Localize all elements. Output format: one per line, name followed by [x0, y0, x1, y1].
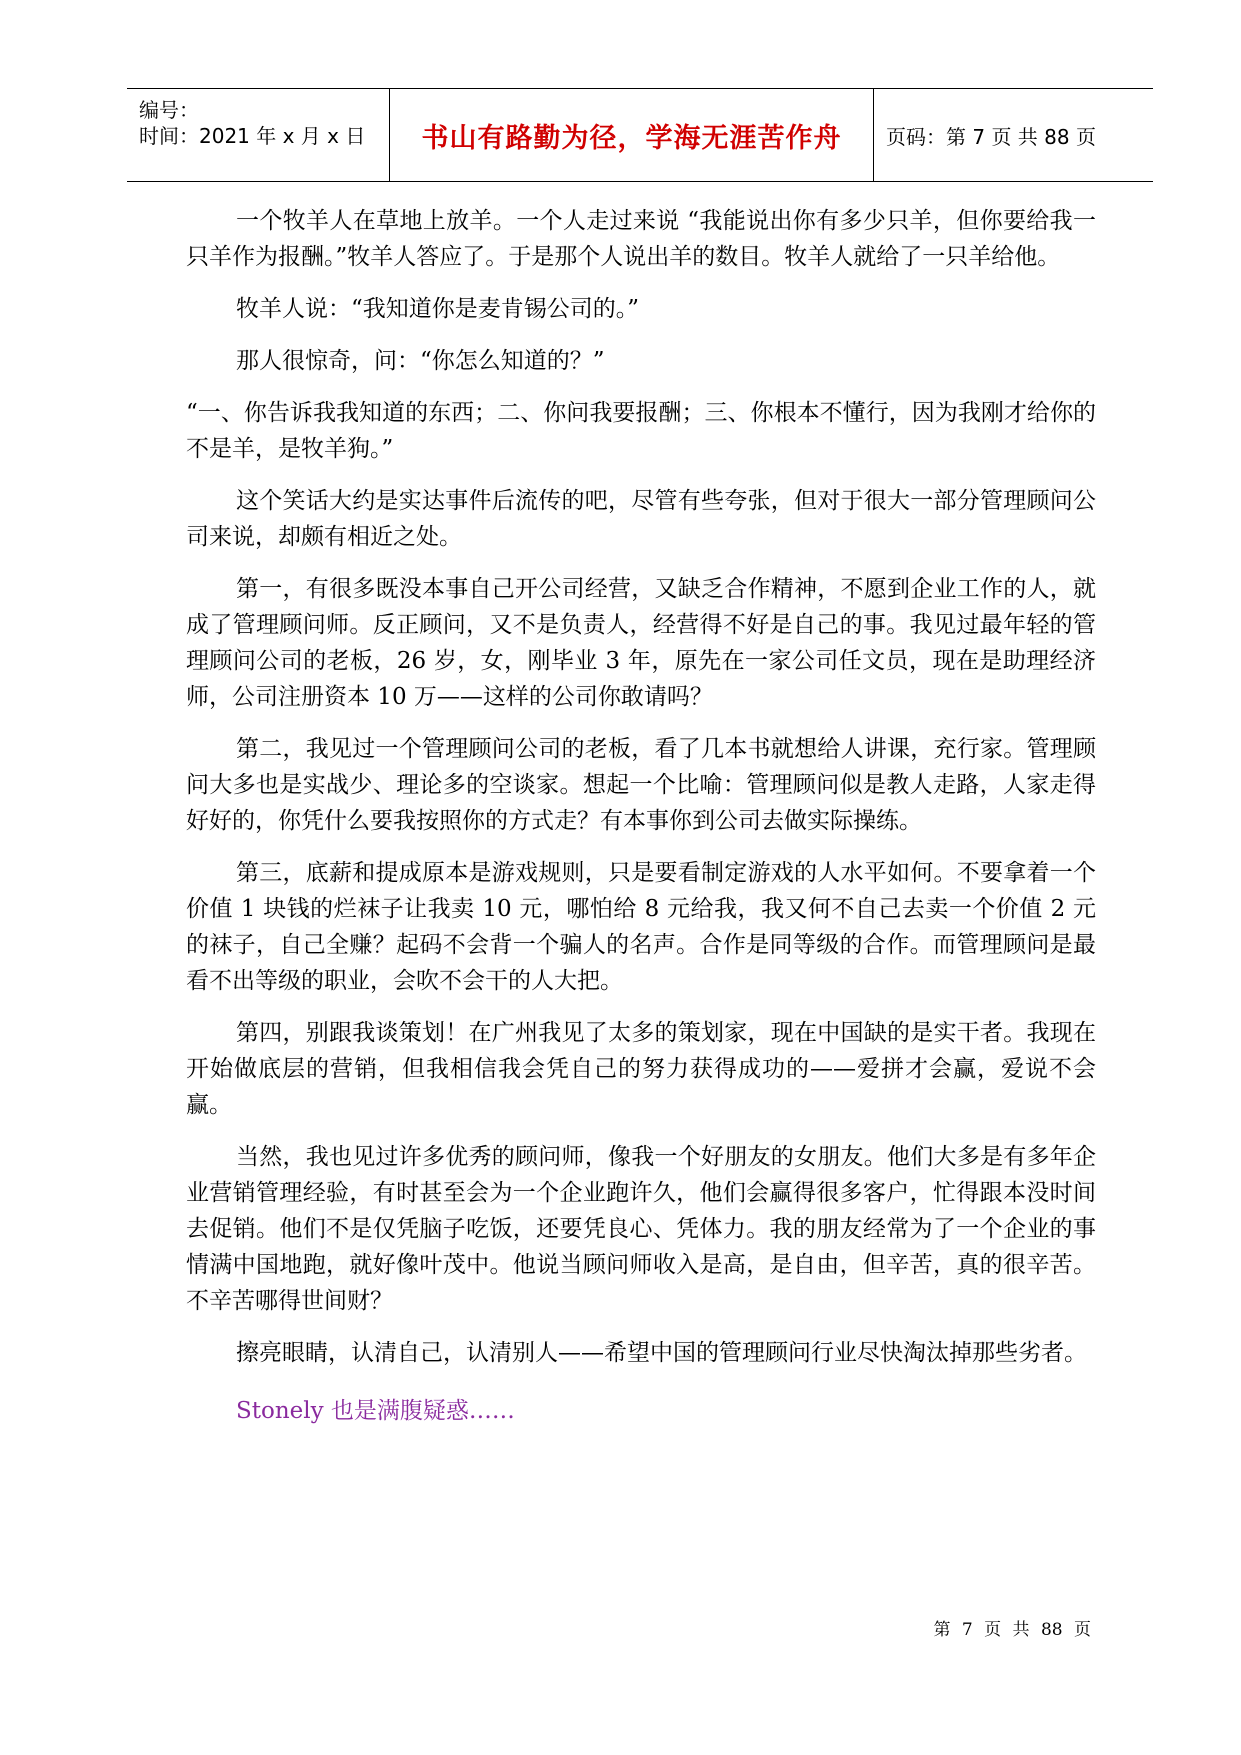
paragraph: 当然，我也见过许多优秀的顾问师，像我一个好朋友的女朋友。他们大多是有多年企业营销管理经验，有时甚至会为一个企业跑许久，他们会赢得很多客户，忙得跟本没时间去促销。他们不是仅凭脑子吃饭，还要凭良心、凭体力。我的朋友经常为了一个企业的事情满中国地跑，就好像叶茂中。他说当顾问师收入是高，是自由，但辛苦，真的很辛苦。不辛苦哪得世间财？: [186, 1144, 1096, 1314]
motto-text: 书山有路勤为径，学海无涯苦作舟: [421, 122, 842, 154]
page-footer: 第 7 页 共 88 页: [933, 1620, 1091, 1640]
paragraph: 那人很惊奇，问：“你怎么知道的？”: [236, 348, 605, 374]
date-label: 时间：2021 年 x 月 x 日: [139, 124, 366, 148]
document-body: [186, 203, 1096, 1445]
paragraph: 第四，别跟我谈策划！在广州我见了太多的策划家，现在中国缺的是实干者。我现在开始做底层的营销，但我相信我会凭自己的努力获得成功的——爱拼才会赢，爱说不会赢。: [186, 1020, 1096, 1118]
page-header: [127, 88, 1153, 182]
paragraph: 一个牧羊人在草地上放羊。一个人走过来说 “我能说出你有多少只羊，但你要给我一只羊作为报酬。”牧羊人答应了。于是那个人说出羊的数目。牧羊人就给了一只羊给他。: [186, 208, 1096, 270]
header-meta-cell: [127, 89, 389, 181]
paragraph: 第二，我见过一个管理顾问公司的老板，看了几本书就想给人讲课，充行家。管理顾问大多也是实战少、理论多的空谈家。想起一个比喻：管理顾问似是教人走路，人家走得好好的，你凭什么要我按照你的方式走？有本事你到公司去做实际操练。: [186, 736, 1096, 834]
serial-label: 编号：: [139, 98, 199, 122]
closing-note: Stonely 也是满腹疑惑……: [236, 1398, 515, 1424]
paragraph: 第一，有很多既没本事自己开公司经营，又缺乏合作精神，不愿到企业工作的人，就成了管理顾问师。反正顾问，又不是负责人，经营得不好是自己的事。我见过最年轻的管理顾问公司的老板，26 岁，女，刚毕业 3 年，原先在一家公司任文员，现在是助理经济师，公司注册资本 10 万——这样的公司你敢请吗？: [186, 576, 1096, 710]
page-info: 页码：第 7 页 共 88 页: [886, 124, 1096, 149]
paragraph: 牧羊人说：“我知道你是麦肯锡公司的。”: [236, 296, 640, 322]
paragraph: 这个笑话大约是实达事件后流传的吧，尽管有些夸张，但对于很大一部分管理顾问公司来说，却颇有相近之处。: [186, 488, 1096, 550]
header-page-cell: [874, 89, 1153, 181]
paragraph: 第三，底薪和提成原本是游戏规则，只是要看制定游戏的人水平如何。不要拿着一个价值 1 块钱的烂袜子让我卖 10 元，哪怕给 8 元给我，我又何不自己去卖一个价值 2 元的袜子，自己全赚？起码不会背一个骗人的名声。合作是同等级的合作。而管理顾问是最看不出等级的职业，会吹不会干的人大把。: [186, 860, 1096, 994]
paragraph: 擦亮眼睛，认清自己，认清别人——希望中国的管理顾问行业尽快淘汰掉那些劣者。: [236, 1340, 1087, 1366]
paragraph-quote: “一、你告诉我我知道的东西；二、你问我要报酬；三、你根本不懂行，因为我刚才给你的不是羊，是牧羊狗。”: [186, 400, 1096, 462]
header-motto-cell: [389, 89, 874, 181]
